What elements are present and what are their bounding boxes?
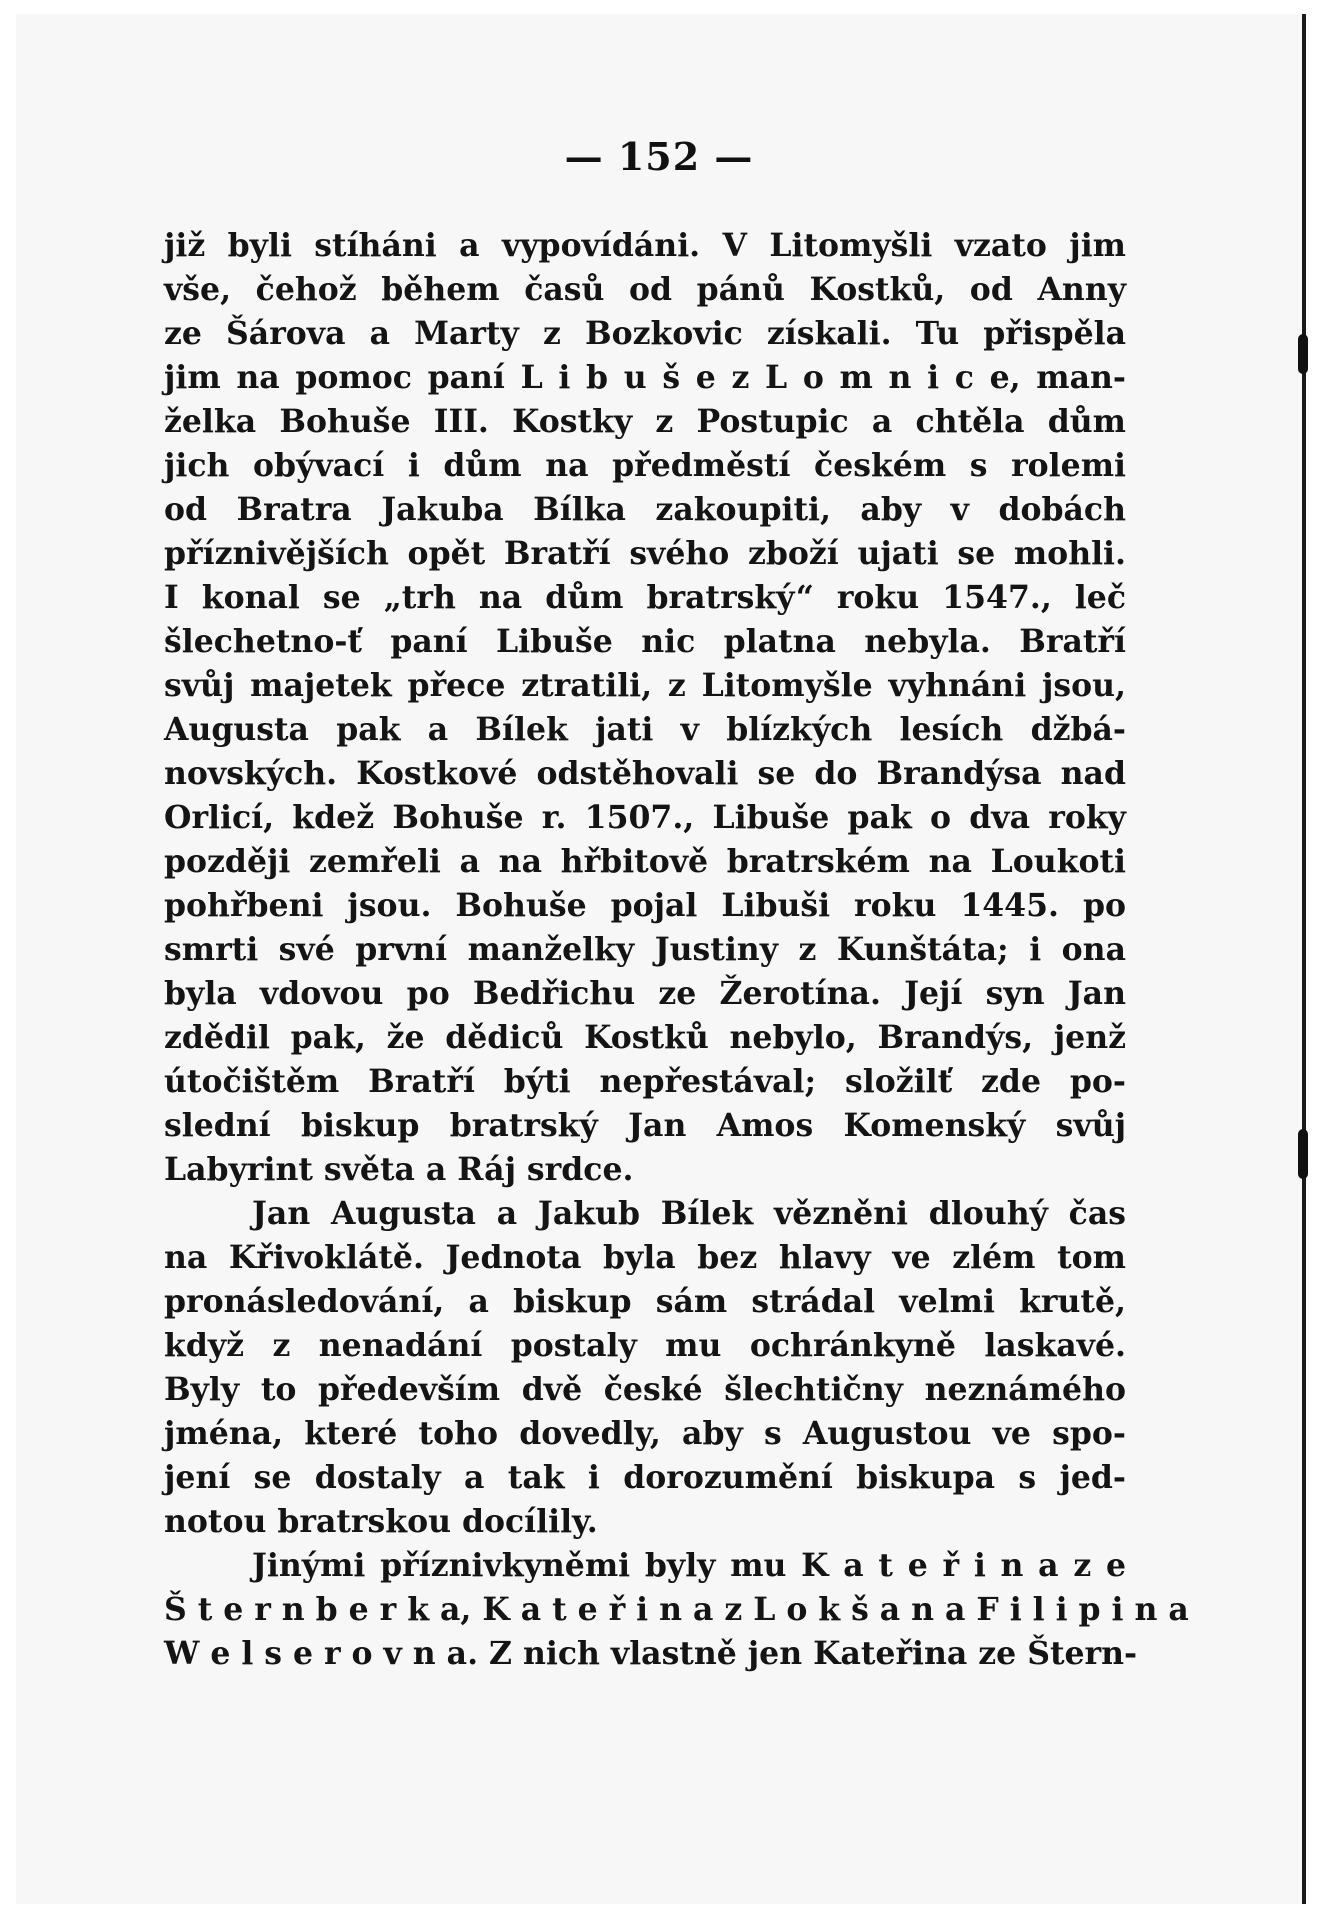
text-line: pohřbeni jsou. Bohuše pojal Libuši roku 1445. po	[164, 887, 1126, 924]
text-line: želka Bohuše III. Kostky z Postupic a chtěla dům	[164, 403, 1126, 440]
book-page	[16, 14, 1306, 1904]
text-line: byla vdovou po Bedřichu ze Žerotína. Její syn Jan	[164, 975, 1126, 1012]
text-line: jich obývací i dům na předměstí českém s rolemi	[164, 447, 1126, 484]
text-line: jim na pomoc paní L i b u š e z L o m n i c e, man-	[164, 359, 1126, 396]
text-line: svůj majetek přece ztratili, z Litomyšle vyhnáni jsou,	[164, 667, 1126, 704]
text-line: jení se dostaly a tak i dorozumění biskupa s jed-	[164, 1459, 1126, 1496]
text-line: již byli stíháni a vypovídáni. V Litomyšli vzato jim	[164, 227, 1126, 264]
page-number: — 152 —	[564, 134, 754, 179]
binding-edge-mark	[1298, 1129, 1308, 1179]
text-line: Orlicí, kdež Bohuše r. 1507., Libuše pak o dva roky	[164, 799, 1126, 836]
page-body-text	[164, 224, 1189, 1676]
text-line: Labyrint světa a Ráj srdce.	[164, 1151, 634, 1188]
text-line: Byly to především dvě české šlechtičny neznámého	[164, 1371, 1126, 1408]
text-line: Augusta pak a Bílek jati v blízkých lesích džbá-	[164, 711, 1126, 748]
text-line: šlechetno-ť paní Libuše nic platna nebyla. Bratří	[164, 623, 1126, 660]
text-line: jména, které toho dovedly, aby s Augustou ve spo-	[164, 1415, 1126, 1452]
text-line: W e l s e r o v n a. Z nich vlastně jen Kateřina ze Štern-	[164, 1635, 1138, 1672]
text-line: ze Šárova a Marty z Bozkovic získali. Tu přispěla	[164, 315, 1126, 352]
binding-edge-mark	[1298, 334, 1308, 374]
text-line: notou bratrskou docílily.	[164, 1503, 598, 1540]
text-line: později zemřeli a na hřbitově bratrském na Loukoti	[164, 843, 1126, 880]
text-line: útočištěm Bratří býti nepřestával; složilť zde po-	[164, 1063, 1126, 1100]
text-line: od Bratra Jakuba Bílka zakoupiti, aby v dobách	[164, 491, 1126, 528]
text-line: novských. Kostkové odstěhovali se do Brandýsa nad	[164, 755, 1126, 792]
text-line: vše, čehož během časů od pánů Kostků, od Anny	[164, 271, 1126, 308]
text-line: smrti své první manželky Justiny z Kunštáta; i ona	[164, 931, 1126, 968]
text-line: pronásledování, a biskup sám strádal velmi krutě,	[164, 1283, 1126, 1320]
text-line: Jan Augusta a Jakub Bílek vězněni dlouhý čas	[252, 1195, 1126, 1232]
text-line: Jinými příznivkyněmi byly mu K a t e ř i n a z e	[252, 1547, 1126, 1584]
text-line: když z nenadání postaly mu ochránkyně laskavé.	[164, 1327, 1126, 1364]
text-line: příznivějších opět Bratří svého zboží ujati se mohli.	[164, 535, 1126, 572]
text-line: zdědil pak, že dědiců Kostků nebylo, Brandýs, jenž	[164, 1019, 1126, 1056]
text-line: Š t e r n b e r k a, K a t e ř i n a z L o k š a n a F i l i p i n a	[164, 1591, 1189, 1628]
text-line: na Křivoklátě. Jednota byla bez hlavy ve zlém tom	[164, 1239, 1126, 1276]
text-line: I konal se „trh na dům bratrský“ roku 1547., leč	[164, 579, 1126, 616]
text-line: slední biskup bratrský Jan Amos Komenský svůj	[164, 1107, 1126, 1144]
